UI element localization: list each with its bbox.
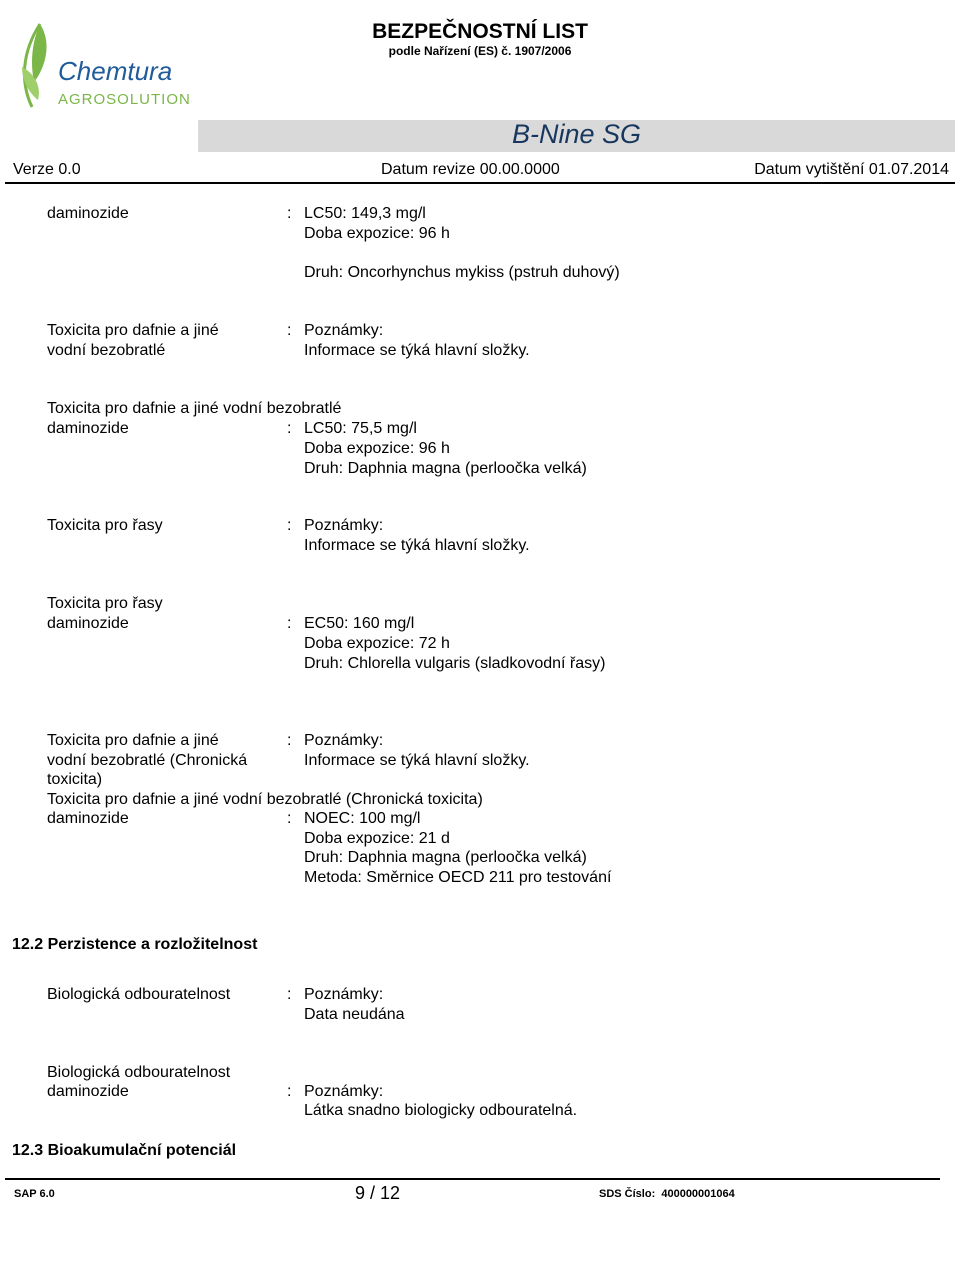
footer-divider: [5, 1178, 940, 1180]
value-line: Poznámky:: [304, 732, 384, 749]
field-label: Biologická odbouratelnost: [47, 1064, 231, 1081]
colon: :: [287, 986, 292, 1003]
logo-tagline: AGROSOLUTIONS: [58, 91, 192, 108]
field-label: Biologická odbouratelnost: [47, 986, 231, 1003]
value-line: Metoda: Směrnice OECD 211 pro testování: [304, 869, 612, 886]
print-date: Datum vytištění 01.07.2014: [754, 161, 949, 178]
logo-wordmark: Chemtura: [58, 56, 173, 86]
colon: :: [287, 1083, 292, 1100]
value-line: Druh: Daphnia magna (perloočka velká): [304, 460, 587, 477]
field-label: vodní bezobratlé: [47, 342, 166, 359]
colon: :: [287, 810, 292, 827]
value-line: Poznámky:: [304, 322, 384, 339]
colon: :: [287, 322, 292, 339]
document-title: BEZPEČNOSTNÍ LIST: [372, 20, 588, 43]
value-line: Data neudána: [304, 1006, 405, 1023]
revision-date: Datum revize 00.00.0000: [381, 161, 560, 178]
colon: :: [287, 517, 292, 534]
section-heading: 12.3 Bioakumulační potenciál: [12, 1142, 237, 1159]
value-line: Doba expozice: 96 h: [304, 225, 450, 242]
colon: :: [287, 420, 292, 437]
substance-label: daminozide: [47, 810, 129, 827]
colon: :: [287, 205, 292, 222]
value-line: NOEC: 100 mg/l: [304, 810, 421, 827]
substance-label: daminozide: [47, 205, 129, 222]
field-label: vodní bezobratlé (Chronická: [47, 752, 248, 769]
value-line: Doba expozice: 96 h: [304, 440, 450, 457]
subsection-heading: Toxicita pro dafnie a jiné vodní bezobratlé (Chronická toxicita): [47, 791, 483, 808]
field-label: Toxicita pro dafnie a jiné: [47, 732, 219, 749]
subsection-heading: Toxicita pro dafnie a jiné vodní bezobratlé: [47, 400, 342, 417]
value-line: Poznámky:: [304, 1083, 384, 1100]
value-line: Doba expozice: 21 d: [304, 830, 450, 847]
field-label: toxicita): [47, 771, 103, 788]
value-line: Druh: Chlorella vulgaris (sladkovodní řasy): [304, 655, 606, 672]
field-label: Toxicita pro řasy: [47, 517, 163, 534]
version-label: Verze 0.0: [13, 161, 81, 178]
colon: :: [287, 615, 292, 632]
company-logo: [12, 12, 192, 117]
value-line: LC50: 75,5 mg/l: [304, 420, 417, 437]
value-line: Druh: Oncorhynchus mykiss (pstruh duhový): [304, 264, 620, 281]
subsection-heading: Toxicita pro řasy: [47, 595, 163, 612]
colon: :: [287, 732, 292, 749]
substance-label: daminozide: [47, 420, 129, 437]
document-subtitle: podle Nařízení (ES) č. 1907/2006: [388, 44, 572, 58]
value-line: LC50: 149,3 mg/l: [304, 205, 426, 222]
footer-sds-number: SDS Číslo: 400000001064: [599, 1188, 735, 1200]
value-line: Informace se týká hlavní složky.: [304, 752, 530, 769]
field-label: Toxicita pro dafnie a jiné: [47, 322, 219, 339]
product-name: B-Nine SG: [511, 119, 642, 149]
page-number: 9 / 12: [355, 1183, 401, 1203]
value-line: Poznámky:: [304, 517, 384, 534]
value-line: Poznámky:: [304, 986, 384, 1003]
value-line: Druh: Daphnia magna (perloočka velká): [304, 849, 587, 866]
footer-system: SAP 6.0: [14, 1188, 55, 1200]
value-line: EC50: 160 mg/l: [304, 615, 415, 632]
meta-row: [5, 158, 955, 184]
substance-label: daminozide: [47, 615, 129, 632]
value-line: Informace se týká hlavní složky.: [304, 342, 530, 359]
substance-label: daminozide: [47, 1083, 129, 1100]
value-line: Látka snadno biologicky odbouratelná.: [304, 1102, 578, 1119]
value-line: Informace se týká hlavní složky.: [304, 537, 530, 554]
value-line: Doba expozice: 72 h: [304, 635, 450, 652]
section-heading: 12.2 Perzistence a rozložitelnost: [12, 936, 258, 953]
